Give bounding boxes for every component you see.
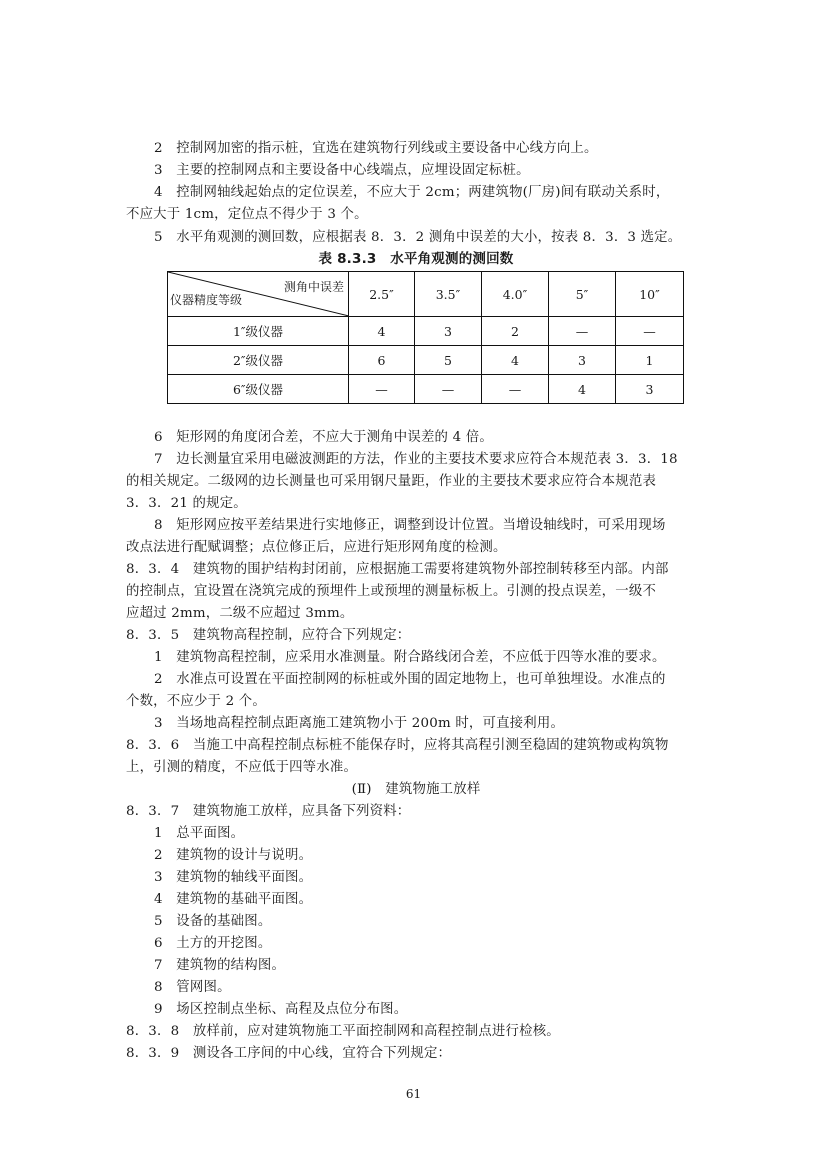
table-cell: 4 bbox=[482, 346, 549, 375]
table-caption: 表 8.3.3 水平角观测的测回数 bbox=[318, 251, 514, 267]
item-2-cont-line: 个数，不应少于 2 个。 bbox=[126, 694, 266, 709]
item-1-line: 1 建筑物高程控制，应采用水准测量。附合路线闭合差，不应低于四等水准的要求。 bbox=[154, 650, 666, 665]
list-item: 8 管网图。 bbox=[154, 980, 231, 995]
article-8-3-4-line: 8．3．4 建筑物的围护结构封闭前，应根据施工需要将建筑物外部控制转移至内部。内部 bbox=[126, 562, 669, 577]
table-cell: 4 bbox=[349, 317, 415, 346]
clause-2-line: 2 控制网加密的指示桩，宜选在建筑物行列线或主要设备中心线方向上。 bbox=[154, 141, 598, 156]
list-item: 1 总平面图。 bbox=[154, 826, 245, 841]
clause-3-line: 3 主要的控制网点和主要设备中心线端点，应埋设固定标桩。 bbox=[154, 163, 530, 178]
clause-6-line: 6 矩形网的角度闭合差，不应大于测角中误差的 4 倍。 bbox=[154, 430, 493, 445]
clause-8-cont-line: 改点法进行配赋调整；点位修正后，应进行矩形网角度的检测。 bbox=[126, 540, 507, 555]
list-item: 7 建筑物的结构图。 bbox=[154, 958, 286, 973]
list-item: 9 场区控制点坐标、高程及点位分布图。 bbox=[154, 1002, 408, 1017]
column-header: 4.0″ bbox=[482, 272, 549, 317]
table-cell: 6 bbox=[349, 346, 415, 375]
list-item: 6 土方的开挖图。 bbox=[154, 936, 272, 951]
corner-bottom-label: 仪器精度等级 bbox=[170, 293, 243, 307]
item-3-line: 3 当场地高程控制点距离施工建筑物小于 200m 时，可直接利用。 bbox=[154, 716, 565, 731]
list-item: 2 建筑物的设计与说明。 bbox=[154, 848, 313, 863]
clause-7-line: 7 边长测量宜采用电磁波测距的方法，作业的主要技术要求应符合本规范表 3．3．18 bbox=[154, 452, 678, 467]
article-8-3-4-cont-line: 的控制点，宜设置在浇筑完成的预埋件上或预埋的测量标板上。引测的投点误差，一级不 bbox=[126, 584, 657, 599]
table-cell: 5 bbox=[415, 346, 482, 375]
table-cell: — bbox=[349, 375, 415, 404]
row-label: 6″级仪器 bbox=[168, 375, 349, 404]
table-cell: 3 bbox=[616, 375, 684, 404]
clause-5-line: 5 水平角观测的测回数，应根据表 8．3．2 测角中误差的大小，按表 8．3．3 选定。 bbox=[154, 230, 682, 245]
table-cell: — bbox=[549, 317, 616, 346]
row-label: 2″级仪器 bbox=[168, 346, 349, 375]
table-row bbox=[168, 346, 684, 375]
table-cell: 3 bbox=[415, 317, 482, 346]
clause-7-cont-line: 3．3．21 的规定。 bbox=[126, 496, 247, 511]
table-row bbox=[168, 375, 684, 404]
article-8-3-8-line: 8．3．8 放样前，应对建筑物施工平面控制网和高程控制点进行检核。 bbox=[126, 1024, 560, 1039]
clause-7-cont-line: 的相关规定。二级网的边长测量也可采用钢尺量距，作业的主要技术要求应符合本规范表 bbox=[126, 474, 657, 489]
table-corner-cell bbox=[168, 272, 349, 317]
article-8-3-4-cont-line: 应超过 2mm，二级不应超过 3mm。 bbox=[126, 606, 354, 621]
list-item: 5 设备的基础图。 bbox=[154, 914, 272, 929]
corner-top-label: 测角中误差 bbox=[283, 280, 344, 294]
page-number: 61 bbox=[405, 1087, 422, 1101]
article-8-3-6-cont-line: 上，引测的精度，不应低于四等水准。 bbox=[126, 760, 358, 775]
table-cell: 1 bbox=[616, 346, 684, 375]
table-cell: 2 bbox=[482, 317, 549, 346]
article-8-3-7-line: 8．3．7 建筑物施工放样，应具备下列资料： bbox=[126, 804, 411, 819]
table-row bbox=[168, 317, 684, 346]
clause-4-cont-line: 不应大于 1cm，定位点不得少于 3 个。 bbox=[126, 207, 368, 222]
column-header: 10″ bbox=[616, 272, 684, 317]
table-cell: — bbox=[616, 317, 684, 346]
row-label: 1″级仪器 bbox=[168, 317, 349, 346]
article-8-3-5-line: 8．3．5 建筑物高程控制，应符合下列规定： bbox=[126, 628, 411, 643]
article-8-3-6-line: 8．3．6 当施工中高程控制点标桩不能保存时，应将其高程引测至稳固的建筑物或构筑物 bbox=[126, 738, 669, 753]
list-item: 4 建筑物的基础平面图。 bbox=[154, 892, 313, 907]
table-cell: — bbox=[482, 375, 549, 404]
clause-8-line: 8 矩形网应按平差结果进行实地修正，调整到设计位置。当增设轴线时，可采用现场 bbox=[154, 518, 666, 533]
column-header: 5″ bbox=[549, 272, 616, 317]
observation-table bbox=[167, 271, 684, 404]
table-cell: 4 bbox=[549, 375, 616, 404]
list-item: 3 建筑物的轴线平面图。 bbox=[154, 870, 313, 885]
item-2-line: 2 水准点可设置在平面控制网的标桩或外围的固定地物上，也可单独埋设。水准点的 bbox=[154, 672, 666, 687]
column-header: 2.5″ bbox=[349, 272, 415, 317]
table-cell: — bbox=[415, 375, 482, 404]
clause-4-line: 4 控制网轴线起始点的定位误差，不应大于 2cm；两建筑物(厂房)间有联动关系时， bbox=[154, 185, 670, 200]
table-cell: 3 bbox=[549, 346, 616, 375]
column-header: 3.5″ bbox=[415, 272, 482, 317]
article-8-3-9-line: 8．3．9 测设各工序间的中心线，宜符合下列规定： bbox=[126, 1046, 452, 1061]
section-heading: (Ⅱ) 建筑物施工放样 bbox=[351, 782, 481, 797]
table-header-row bbox=[168, 272, 684, 317]
